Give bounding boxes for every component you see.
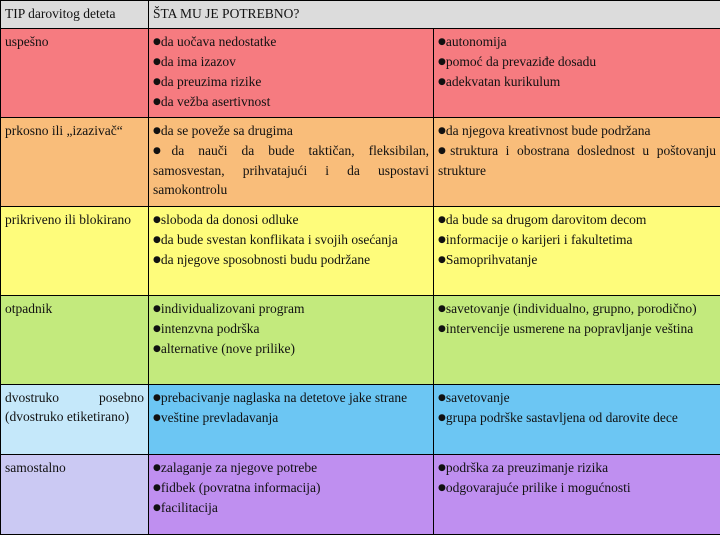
- header-row: [1, 1, 720, 29]
- needs-cell-left: [149, 29, 434, 118]
- bullet-item: [153, 92, 429, 112]
- bullet-icon: ●: [153, 413, 161, 423]
- bullet-icon: ●: [153, 344, 161, 354]
- gifted-type-cell: dvostruko posebno (dvostruko etiketirano): [1, 385, 149, 455]
- gifted-type-cell: uspešno: [1, 29, 149, 118]
- bullet-item: [438, 52, 716, 72]
- bullet-item: [153, 121, 429, 141]
- bullet-text: savetovanje (individualno, grupno, porodično): [445, 301, 697, 316]
- bullet-icon: ●: [438, 77, 446, 87]
- bullet-icon: ●: [153, 324, 161, 334]
- bullet-text: intenzvna podrška: [160, 321, 260, 336]
- bullet-icon: ●: [153, 304, 161, 314]
- bullet-text: pomoć da prevaziđe dosadu: [445, 54, 597, 69]
- bullet-text: fidbek (povratna informacija): [160, 480, 321, 495]
- bullet-item: [438, 32, 716, 52]
- bullet-icon: ●: [153, 215, 161, 225]
- needs-cell-right: [434, 455, 720, 535]
- bullet-text: adekvatan kurikulum: [445, 74, 561, 89]
- bullet-item: [438, 72, 716, 92]
- needs-cell-left: [149, 207, 434, 296]
- bullet-text: zalaganje za njegove potrebe: [160, 460, 318, 475]
- bullet-text: da njegova kreativnost bude podržana: [445, 123, 651, 138]
- bullet-item: [438, 478, 716, 498]
- bullet-text: sloboda da donosi odluke: [160, 212, 299, 227]
- bullet-text: da ima izazov: [160, 54, 236, 69]
- bullet-item: [153, 230, 429, 250]
- bullet-text: podrška za preuzimanje rizika: [445, 460, 609, 475]
- bullet-icon: ●: [438, 235, 446, 245]
- bullet-text: individualizovani program: [160, 301, 305, 316]
- bullet-text: struktura i obostrana doslednost u poštovanju strukture: [438, 143, 716, 178]
- bullet-item: [153, 52, 429, 72]
- bullet-icon: ●: [153, 255, 161, 265]
- needs-cell-left: [149, 455, 434, 535]
- needs-cell-right: [434, 207, 720, 296]
- table-row: [1, 385, 720, 455]
- bullet-item: [438, 319, 716, 339]
- table-row: [1, 296, 720, 385]
- bullet-text: da nauči da bude taktičan, fleksibilan, samosvestan, prihvatajući i da uspostavi samokontrolu: [153, 143, 429, 197]
- header-needs: ŠTA MU JE POTREBNO?: [149, 1, 720, 29]
- bullet-item: [438, 250, 716, 270]
- bullet-item: [153, 250, 429, 270]
- gifted-type-cell: prkosno ili „izazivač“: [1, 118, 149, 207]
- bullet-item: [153, 319, 429, 339]
- bullet-item: [438, 458, 716, 478]
- bullet-item: [438, 230, 716, 250]
- bullet-icon: ●: [438, 215, 446, 225]
- needs-cell-right: [434, 385, 720, 455]
- bullet-text: informacije o karijeri i fakultetima: [445, 232, 633, 247]
- bullet-text: da njegove sposobnosti budu podržane: [160, 252, 371, 267]
- bullet-icon: ●: [438, 483, 446, 493]
- bullet-item: [438, 408, 716, 428]
- bullet-icon: ●: [153, 483, 161, 493]
- bullet-icon: ●: [438, 413, 446, 423]
- table-row: [1, 118, 720, 207]
- bullet-item: [438, 210, 716, 230]
- bullet-icon: ●: [153, 77, 161, 87]
- header-type: TIP darovitog deteta: [1, 1, 149, 29]
- needs-cell-left: [149, 118, 434, 207]
- bullet-item: [438, 121, 716, 141]
- bullet-icon: ●: [438, 463, 446, 473]
- bullet-icon: ●: [153, 97, 161, 107]
- bullet-icon: ●: [438, 126, 446, 136]
- bullet-icon: ●: [153, 463, 161, 473]
- bullet-item: [153, 141, 429, 199]
- bullet-icon: ●: [438, 37, 446, 47]
- bullet-icon: ●: [438, 255, 446, 265]
- bullet-text: savetovanje: [445, 390, 510, 405]
- table-row: [1, 455, 720, 535]
- bullet-icon: ●: [438, 393, 446, 403]
- bullet-text: prebacivanje naglaska na detetove jake strane: [160, 390, 408, 405]
- bullet-item: [153, 498, 429, 518]
- bullet-icon: ●: [438, 146, 451, 156]
- gifted-type-cell: otpadnik: [1, 296, 149, 385]
- needs-cell-right: [434, 118, 720, 207]
- bullet-icon: ●: [153, 126, 161, 136]
- bullet-icon: ●: [153, 146, 172, 156]
- bullet-icon: ●: [153, 393, 161, 403]
- bullet-icon: ●: [438, 324, 446, 334]
- bullet-text: Samoprihvatanje: [445, 252, 538, 267]
- bullet-text: da vežba asertivnost: [160, 94, 271, 109]
- bullet-item: [438, 299, 716, 319]
- gifted-type-cell: samostalno: [1, 455, 149, 535]
- bullet-icon: ●: [438, 304, 446, 314]
- needs-cell-right: [434, 29, 720, 118]
- gifted-type-cell: prikriveno ili blokirano: [1, 207, 149, 296]
- bullet-text: veštine prevladavanja: [160, 410, 279, 425]
- bullet-text: da uočava nedostatke: [160, 34, 277, 49]
- bullet-text: da se poveže sa drugima: [160, 123, 293, 138]
- bullet-item: [153, 408, 429, 428]
- bullet-text: intervencije usmerene na popravljanje veština: [445, 321, 694, 336]
- needs-cell-left: [149, 296, 434, 385]
- bullet-item: [438, 141, 716, 180]
- bullet-icon: ●: [153, 235, 161, 245]
- bullet-item: [153, 339, 429, 359]
- bullet-text: da bude svestan konflikata i svojih osećanja: [160, 232, 398, 247]
- bullet-icon: ●: [153, 37, 161, 47]
- bullet-icon: ●: [153, 57, 161, 67]
- bullet-text: da preuzima rizike: [160, 74, 262, 89]
- bullet-item: [153, 388, 429, 408]
- bullet-text: da bude sa drugom darovitom decom: [445, 212, 647, 227]
- needs-cell-left: [149, 385, 434, 455]
- table-row: [1, 207, 720, 296]
- bullet-item: [153, 72, 429, 92]
- bullet-item: [153, 299, 429, 319]
- bullet-icon: ●: [438, 57, 446, 67]
- bullet-item: [153, 458, 429, 478]
- needs-cell-right: [434, 296, 720, 385]
- bullet-text: grupa podrške sastavljena od darovite dece: [445, 410, 678, 425]
- bullet-item: [153, 210, 429, 230]
- bullet-text: alternative (nove prilike): [160, 341, 296, 356]
- bullet-text: odgovarajuće prilike i mogućnosti: [445, 480, 631, 495]
- bullet-icon: ●: [153, 503, 161, 513]
- bullet-item: [438, 388, 716, 408]
- bullet-item: [153, 478, 429, 498]
- bullet-item: [153, 32, 429, 52]
- bullet-text: autonomija: [445, 34, 507, 49]
- bullet-text: facilitacija: [160, 500, 218, 515]
- table-row: [1, 29, 720, 118]
